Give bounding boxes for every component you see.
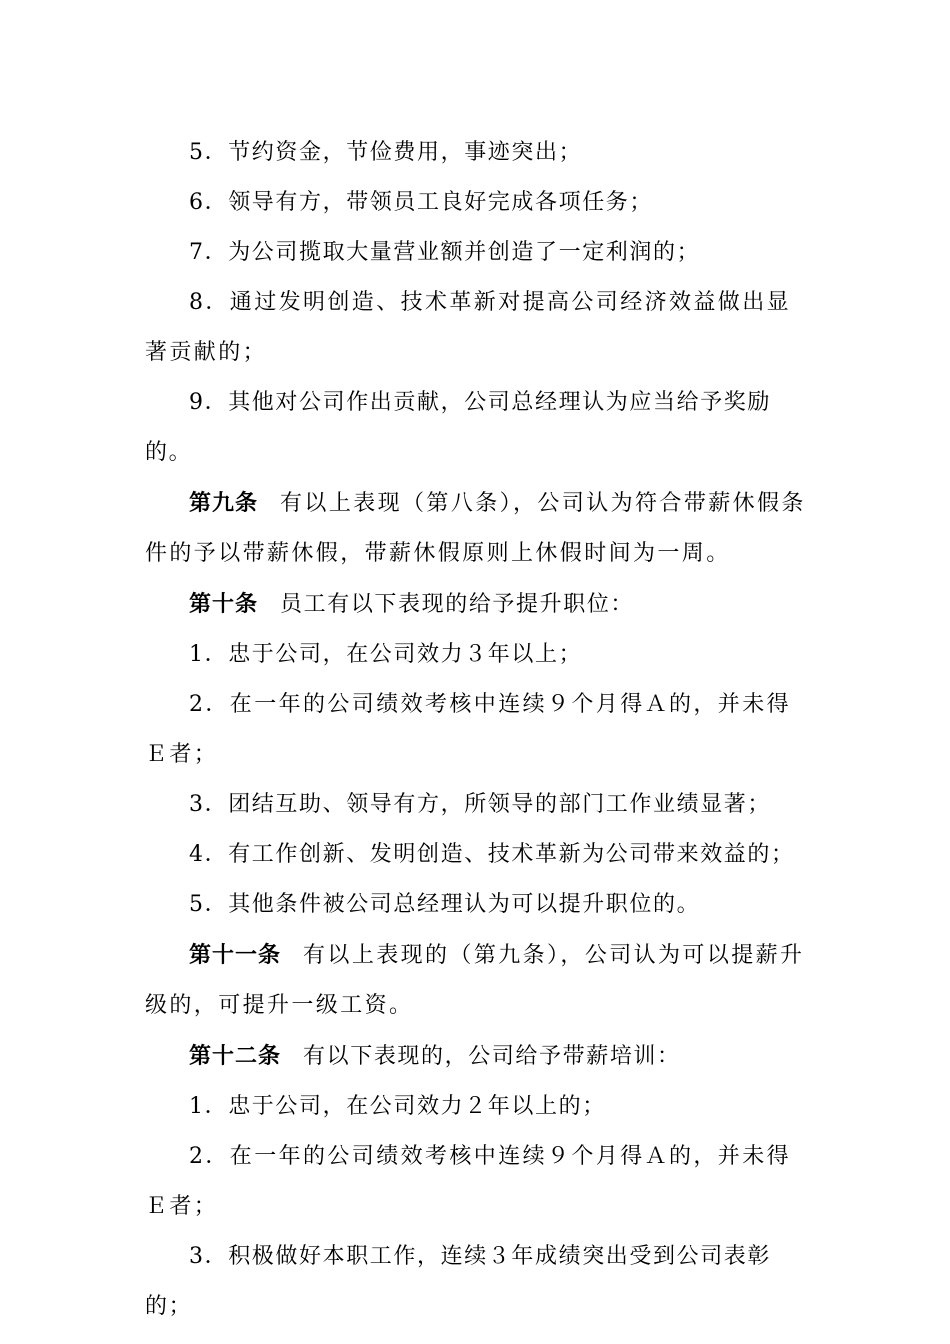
- paragraph-text: 2．在一年的公司绩效考核中连续９个月得Ａ的，并未得Ｅ者；: [145, 692, 791, 767]
- paragraph-text: 有以下表现的，公司给予带薪培训：: [303, 1044, 681, 1069]
- paragraph-text: 员工有以下表现的给予提升职位：: [280, 592, 635, 617]
- paragraph-text: 有以上表现的（第九条），公司认为可以提薪升级的，可提升一级工资。: [145, 943, 805, 1018]
- article-number: 第十条: [189, 591, 259, 617]
- paragraph-text: 1．忠于公司，在公司效力３年以上；: [189, 642, 583, 667]
- article-number: 第十二条: [189, 1043, 282, 1069]
- paragraph-text: 7．为公司揽取大量营业额并创造了一定利润的；: [189, 240, 701, 265]
- article-number: 第十一条: [189, 942, 282, 968]
- list-item: [145, 880, 815, 930]
- article-number: 第九条: [189, 490, 259, 516]
- list-item: [145, 680, 815, 780]
- paragraph-text: 1．忠于公司，在公司效力２年以上的；: [189, 1094, 606, 1119]
- list-item: [145, 378, 815, 478]
- list-item: [145, 278, 815, 378]
- paragraph-text: 有以上表现（第八条），公司认为符合带薪休假条件的予以带薪休假，带薪休假原则上休假时间为一周。: [145, 491, 806, 566]
- paragraph-text: 2．在一年的公司绩效考核中连续９个月得Ａ的，并未得Ｅ者；: [145, 1144, 791, 1219]
- article-paragraph: [145, 579, 815, 630]
- list-item: [145, 1082, 815, 1132]
- article-paragraph: [145, 478, 815, 579]
- list-item: [145, 178, 815, 228]
- list-item: [145, 830, 815, 880]
- list-item: [145, 228, 815, 278]
- list-item: [145, 128, 815, 178]
- list-item: [145, 630, 815, 680]
- paragraph-text: 5．其他条件被公司总经理认为可以提升职位的。: [189, 892, 701, 917]
- list-item: [145, 1232, 815, 1332]
- paragraph-text: 5．节约资金，节俭费用，事迹突出；: [189, 140, 583, 165]
- paragraph-text: 4．有工作创新、发明创造、技术革新为公司带来效益的；: [189, 842, 795, 867]
- paragraph-text: 3．积极做好本职工作，连续３年成绩突出受到公司表彰的；: [145, 1244, 771, 1319]
- article-paragraph: [145, 1031, 815, 1082]
- document-page: [145, 128, 815, 1332]
- list-item: [145, 780, 815, 830]
- article-paragraph: [145, 930, 815, 1031]
- paragraph-text: 6．领导有方，带领员工良好完成各项任务；: [189, 190, 653, 215]
- paragraph-text: 3．团结互助、领导有方，所领导的部门工作业绩显著；: [189, 792, 771, 817]
- paragraph-text: 9．其他对公司作出贡献，公司总经理认为应当给予奖励的。: [145, 390, 771, 465]
- list-item: [145, 1132, 815, 1232]
- paragraph-text: 8．通过发明创造、技术革新对提高公司经济效益做出显著贡献的；: [145, 290, 791, 365]
